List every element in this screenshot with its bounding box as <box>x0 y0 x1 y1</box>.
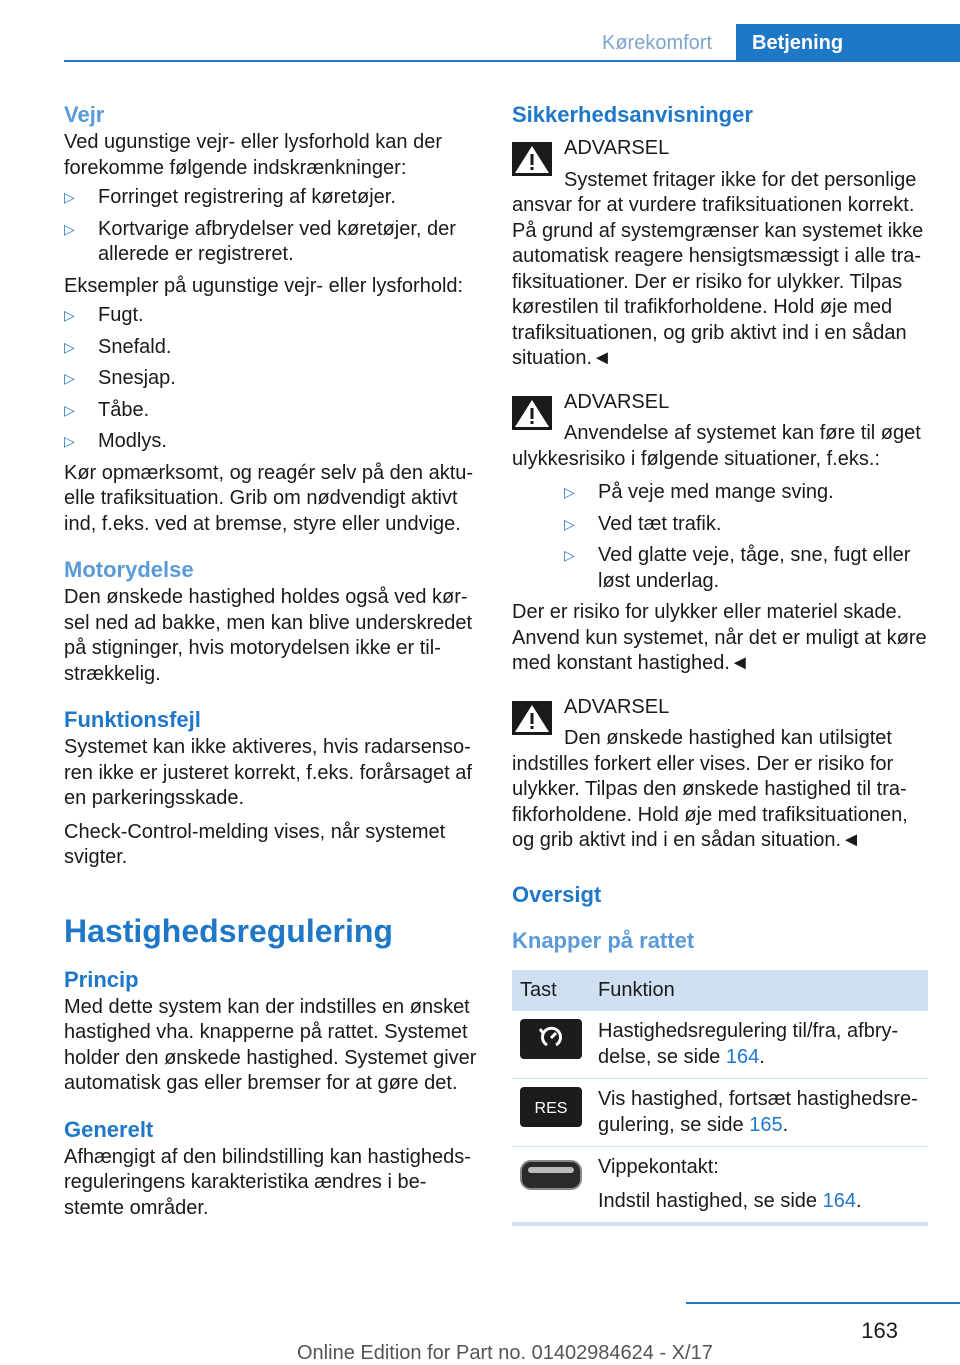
warning-title: ADVARSEL <box>564 137 670 159</box>
heading-sikkerhedsanvisninger: Sikkerhedsanvisninger <box>512 102 753 127</box>
heading-funktionsfejl: Funktionsfejl <box>64 707 201 732</box>
heading-knapper: Knapper på rattet <box>512 927 695 953</box>
motor-text: Den ønskede hastighed holdes også ved kørsel ned ad bakke, men kan blive underskredet på stigninger, hvis motorydelsen ikke er tilstrækkelig. <box>64 586 473 685</box>
rocker-switch-icon <box>520 1155 582 1195</box>
heading-vejr: Vejr <box>64 102 105 127</box>
warning-title: ADVARSEL <box>564 695 670 718</box>
fejl-text-1: Systemet kan ikke aktiveres, hvis radarsensoren ikke er justeret korrekt, f.eks. forårsaget af en parkeringsskade. <box>64 736 472 809</box>
table-cell <box>512 1011 590 1079</box>
warning-text: Den ønskede hastighed kan utilsigtet indstilles forkert eller vises. Der er risiko for ulykker. Tilpas den ønskede hastighed til trafikforholdene. Hold øje med trafiksituationen, og grib aktivt ind i en sådan situation.◄ <box>512 727 908 851</box>
list-item: ▷ Snesjap. <box>64 366 478 392</box>
heading-hastighedsregulering: Hastighedsregulering <box>64 912 393 949</box>
page-link[interactable]: 165 <box>749 1113 783 1136</box>
warning-text: Anvendelse af systemet kan føre til øget ulykkesrisiko i følgende situationer, f.eks.: <box>512 422 921 470</box>
res-label: RES <box>534 1100 568 1117</box>
warning-outro: Der er risiko for ulykker eller materiel skade. Anvend kun systemet, når det er muligt at køre med konstant hastighed.◄ <box>512 601 927 674</box>
warning-text: Systemet fritager ikke for det personlige ansvar for at vurdere trafiksituationen korrekt. På grund af systemgrænser kan systemet ikke automatisk reagere hensigtsmæssigt i alle trafiksituationer. Der er risiko for ulykker. Tilpas kørestilen til trafikforholdene. Hold øje med trafiksituationen, og grib aktivt ind i en sådan situation.◄ <box>512 168 924 369</box>
arrow-bullet-icon: ▷ <box>64 307 75 323</box>
table-row <box>512 1011 928 1079</box>
cruise-control-icon <box>520 1019 582 1059</box>
warning-triangle-icon <box>512 701 552 735</box>
list-item: ▷ Ved glatte veje, tåge, sne, fugt eller løst underlag. <box>564 544 911 592</box>
table-row <box>512 1079 928 1147</box>
warning-block-1 <box>512 136 930 372</box>
header-tab-korekomfort[interactable]: Kørekomfort <box>601 32 713 54</box>
arrow-bullet-icon: ▷ <box>64 401 75 418</box>
heading-generelt: Generelt <box>64 1116 154 1142</box>
arrow-bullet-icon: ▷ <box>564 515 575 532</box>
list-item: ▷ Kortvarige afbrydelser ved køretøjer, der allerede er registreret. <box>64 217 456 265</box>
arrow-bullet-icon: ▷ <box>64 370 75 386</box>
list-item: ▷ Snefald. <box>64 335 478 361</box>
vejr-outro: Kør opmærksomt, og reagér selv på den aktuelle trafiksituation. Grib om nødvendigt aktivt ind, f.eks. ved at bremse, styre eller undvige. <box>64 461 474 535</box>
fejl-text-2: Check-Control-melding vises, når systemet svigter. <box>64 820 446 868</box>
col-header-tast: Tast <box>512 970 590 1012</box>
header-tab-betjening[interactable]: Betjening <box>736 24 960 62</box>
warning-list <box>564 480 930 594</box>
edition-text: Online Edition for Part no. 01402984624 - X/17 <box>297 1342 713 1364</box>
vejr-examples: Eksempler på ugunstige vejr- eller lysforhold: <box>64 274 464 297</box>
list-item: ▷ Modlys. <box>64 429 478 455</box>
heading-motorydelse: Motorydelse <box>64 557 194 582</box>
warning-block-3 <box>512 695 930 854</box>
buttons-table <box>512 970 928 1227</box>
left-column <box>64 100 478 1221</box>
arrow-bullet-icon: ▷ <box>564 484 575 500</box>
res-button-icon <box>520 1087 582 1127</box>
warning-title: ADVARSEL <box>564 390 670 413</box>
arrow-bullet-icon: ▷ <box>64 189 75 205</box>
list-item: ▷ Ved tæt trafik. <box>564 512 930 538</box>
arrow-bullet-icon: ▷ <box>64 433 75 449</box>
arrow-bullet-icon: ▷ <box>64 220 75 237</box>
page-link[interactable]: 164 <box>725 1045 760 1068</box>
list-item: ▷ På veje med mange sving. <box>564 480 930 506</box>
table-cell: Hastighedsregulering til/fra, afbrydelse, se side 164. <box>590 1011 928 1079</box>
warning-triangle-icon <box>512 396 552 430</box>
warning-triangle-icon <box>512 142 552 176</box>
table-cell <box>512 1079 590 1147</box>
table-cell: Vis hastighed, fortsæt hastighedsregulering, se side 165. <box>590 1079 928 1147</box>
footer-rule <box>686 1302 960 1304</box>
table-cell: Vippekontakt: Indstil hastighed, se side 164. <box>590 1147 928 1225</box>
table-cell <box>512 1147 590 1225</box>
heading-princip: Princip <box>64 966 139 992</box>
heading-oversigt: Oversigt <box>512 881 602 907</box>
vejr-list-1 <box>64 185 478 268</box>
arrow-bullet-icon: ▷ <box>564 547 575 563</box>
page-link[interactable]: 164 <box>822 1189 856 1212</box>
list-item: ▷ Tåbe. <box>64 398 478 424</box>
page-number: 163 <box>861 1318 898 1343</box>
vejr-intro: Ved ugunstige vejr- eller lysforhold kan der forekomme følgende indskrænkninger: <box>64 131 442 179</box>
princip-text: Med dette system kan der indstilles en ønsket hastighed vha. knapperne på rattet. Systemet holder den ønskede hastighed. Systemet giver automatisk gas eller bremser for at gøre det. <box>64 995 477 1094</box>
list-item: ▷ Forringet registrering af køretøjer. <box>64 185 478 211</box>
table-row <box>512 1147 928 1225</box>
col-header-funktion: Funktion <box>590 970 928 1012</box>
right-column <box>512 100 930 1226</box>
list-item: ▷ Fugt. <box>64 303 478 329</box>
arrow-bullet-icon: ▷ <box>64 338 75 355</box>
vejr-list-2 <box>64 303 478 455</box>
warning-block-2 <box>512 390 930 677</box>
generelt-text: Afhængigt af den bilindstilling kan hastighedsreguleringens karakteristika ændres i bestemte områder. <box>64 1145 471 1219</box>
header-rule <box>64 60 960 62</box>
